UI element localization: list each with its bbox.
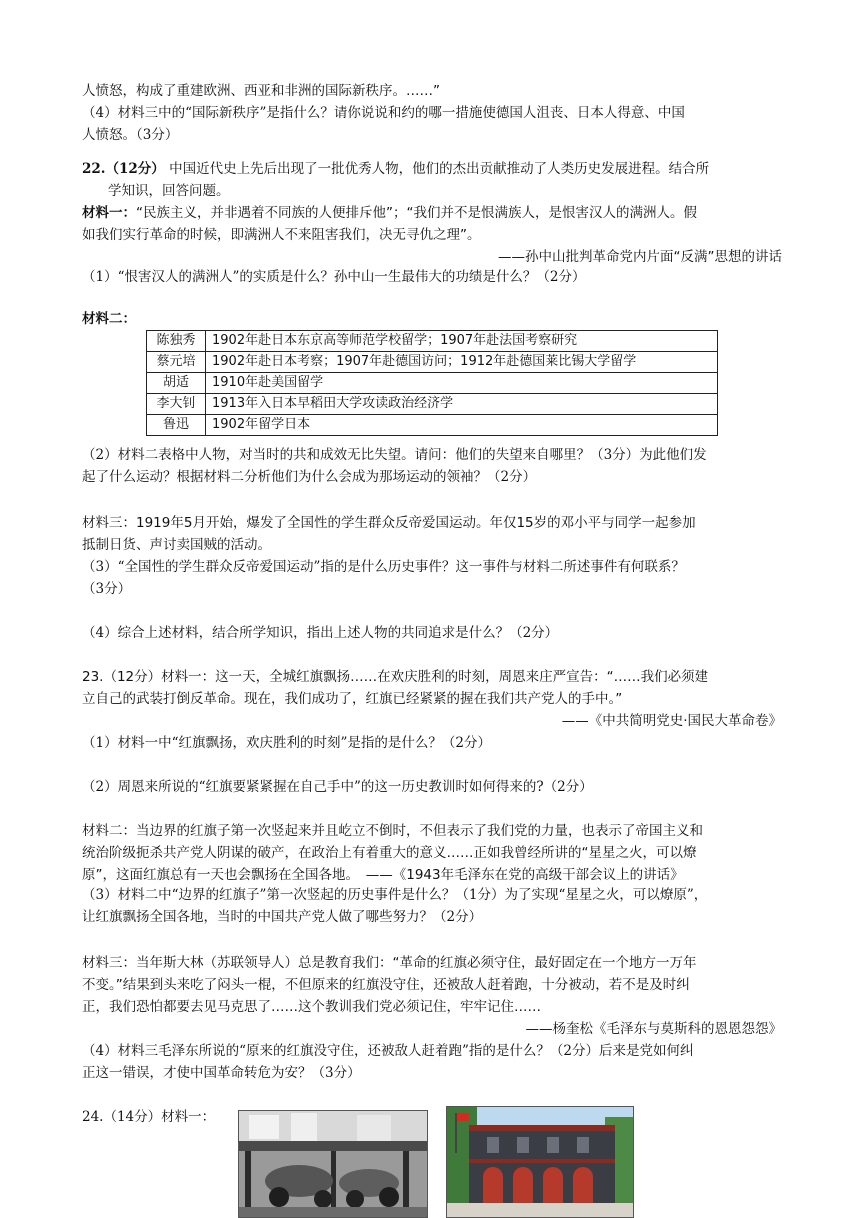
question-22-2 [82, 444, 782, 488]
question-21-4-cont: 人愤怒。（3分） [82, 127, 179, 143]
study-abroad-info-cell: 1902年赴日本考察；1907年赴德国访问；1912年赴德国莱比锡大学留学 [206, 352, 718, 373]
question-23-header-cont: 立自己的武装打倒反革命。现在，我们成功了，红旗已经紧紧的握在我们共产党人的手中。” [82, 691, 623, 707]
material-1-label: 材料一： [82, 205, 136, 221]
study-abroad-info-cell: 1913年入日本早稻田大学攻读政治经济学 [206, 394, 718, 415]
study-abroad-info-cell: 1902年赴日本东京高等师范学校留学；1907年赴法国考察研究 [206, 331, 718, 352]
question-22-2-text-cont: 起了什么运动？根据材料二分析他们为什么会成为那场运动的领袖？（2分） [82, 469, 537, 485]
question-23-material-2 [82, 820, 782, 886]
table-row [147, 373, 718, 394]
person-name-cell: 陈独秀 [147, 331, 206, 352]
question-22-3-text-cont: （3分） [82, 581, 132, 597]
question-24-header-text: 24.（14分）材料一： [82, 1109, 216, 1125]
question-22-4 [82, 622, 782, 644]
question-22-intro: 中国近代史上先后出现了一批优秀人物，他们的杰出贡献推动了人类历史发展进程。结合所 [169, 161, 710, 177]
question-23-3 [82, 884, 782, 928]
question-22-3 [82, 556, 782, 600]
question-22-number: 22.（12分） [82, 161, 165, 177]
question-23-source-1: ——《中共简明党史·国民大革命卷》 [561, 713, 782, 729]
question-22-3-text: （3）“全国性的学生群众反帝爱国运动”指的是什么历史事件？这一事件与材料二所述事件有何联系？ [82, 559, 685, 575]
question-23-3-text: （3）材料二中“边界的红旗子”第一次竖起的历史事件是什么？（1分）为了实现“星星之火，可以燎原”， [82, 887, 708, 903]
question-22-1 [82, 266, 782, 288]
question-24-header [82, 1106, 782, 1128]
factory-photo-image [239, 1111, 427, 1217]
question-23-source-3: ——杨奎松《毛泽东与莫斯科的恩恩怨怨》 [525, 1021, 782, 1037]
question-22-header [82, 158, 782, 202]
question-23-2 [82, 776, 782, 798]
question-22-material-3 [82, 512, 782, 556]
question-23-4 [82, 1040, 782, 1084]
question-23-4-text-cont: 正这一错误，才使中国革命转危为安？（3分） [82, 1065, 361, 1081]
table-row [147, 331, 718, 352]
study-abroad-table [146, 330, 718, 436]
building-photo-image [447, 1107, 633, 1217]
material-3-text: 材料三：1919年5月开始，爆发了全国性的学生群众反帝爱国运动。年仅15岁的邓小平与同学一起参加 [82, 515, 696, 531]
person-name-cell: 蔡元培 [147, 352, 206, 373]
question-23-1-text: （1）材料一中“红旗飘扬，欢庆胜利的时刻”是指的是什么？（2分） [82, 735, 491, 751]
question-21-4: （4）材料三中的“国际新秩序”是指什么？请你说说和约的哪一措施使德国人沮丧、日本人得意、中国 [82, 105, 685, 121]
study-abroad-info-cell: 1902年留学日本 [206, 415, 718, 436]
question-23-material-3-text-b: 不变。”结果到头来吃了闷头一棍，不但原来的红旗没守住，还被敌人赶着跑，十分被动，若不是及时纠 [82, 977, 690, 993]
person-name-cell: 胡适 [147, 373, 206, 394]
question-23-material-2-text-b: 统治阶级扼杀共产党人阴谋的破产，在政治上有着重大的意义……正如我曾经所讲的“星星之火，可以燎 [82, 845, 697, 861]
table-row [147, 394, 718, 415]
question-23-2-text: （2）周恩来所说的“红旗要紧紧握在自己手中”的这一历史教训时如何得来的?（2分） [82, 779, 593, 795]
material-1-text: “民族主义，并非遇着不同族的人便排斥他”；“我们并不是恨满族人，是恨害汉人的满洲人。假 [136, 205, 697, 221]
question-23-4-text: （4）材料三毛泽东所说的“原来的红旗没守住，还被敌人赶着跑”指的是什么？（2分）后来是党如何纠 [82, 1043, 694, 1059]
factory-photo [238, 1110, 428, 1218]
material-2-label: 材料二： [82, 311, 136, 327]
table-row [147, 415, 718, 436]
person-name-cell: 鲁迅 [147, 415, 206, 436]
material-1-text-cont: 如我们实行革命的时候，即满洲人不来阻害我们，决无寻仇之理”。 [82, 227, 481, 243]
intro-line: 人愤怒，构成了重建欧洲、西亚和非洲的国际新秩序。……” [82, 83, 440, 99]
question-22-intro-cont: 学知识，回答问题。 [108, 183, 230, 199]
question-23-material-2-text: 材料二：当边界的红旗子第一次竖起来并且屹立不倒时，不但表示了我们党的力量，也表示了帝国主义和 [82, 823, 703, 839]
question-23-material-3 [82, 952, 782, 1040]
intro-block [82, 80, 782, 146]
question-23-material-1 [82, 666, 782, 732]
material-3-text-cont: 抵制日货、声讨卖国贼的活动。 [82, 537, 271, 553]
question-22-material-1 [82, 202, 782, 268]
question-22-1-text: （1）“恨害汉人的满洲人”的实质是什么？孙中山一生最伟大的功绩是什么？（2分） [82, 269, 586, 285]
material-1-source: ——孙中山批判革命党内片面“反满”思想的讲话 [498, 249, 782, 265]
question-22-2-text: （2）材料二表格中人物，对当时的共和成效无比失望。请问：他们的失望来自哪里？（3分）为此他们发 [82, 447, 707, 463]
question-23-material-3-text-c: 正，我们恐怕都要去见马克思了……这个教训我们党必须记住，牢牢记住…… [82, 999, 541, 1015]
question-23-material-2-text-c: 原”，这面红旗总有一天也会飘扬在全国各地。 ——《1943年毛泽东在党的高级干部会议上的讲话》 [82, 867, 684, 883]
building-photo [446, 1106, 634, 1218]
question-23-3-text-cont: 让红旗飘扬全国各地，当时的中国共产党人做了哪些努力？（2分） [82, 909, 483, 925]
table-row [147, 352, 718, 373]
question-23-1 [82, 732, 782, 754]
person-name-cell: 李大钊 [147, 394, 206, 415]
question-22-4-text: （4）综合上述材料，结合所学知识，指出上述人物的共同追求是什么？（2分） [82, 625, 559, 641]
question-23-header: 23.（12分）材料一：这一天，全城红旗飘扬……在欢庆胜利的时刻，周恩来庄严宣告：“……我们必须建 [82, 669, 709, 685]
study-abroad-info-cell: 1910年赴美国留学 [206, 373, 718, 394]
question-23-material-3-text: 材料三：当年斯大林（苏联领导人）总是教育我们：“革命的红旗必须守住，最好固定在一个地方一万年 [82, 955, 697, 971]
